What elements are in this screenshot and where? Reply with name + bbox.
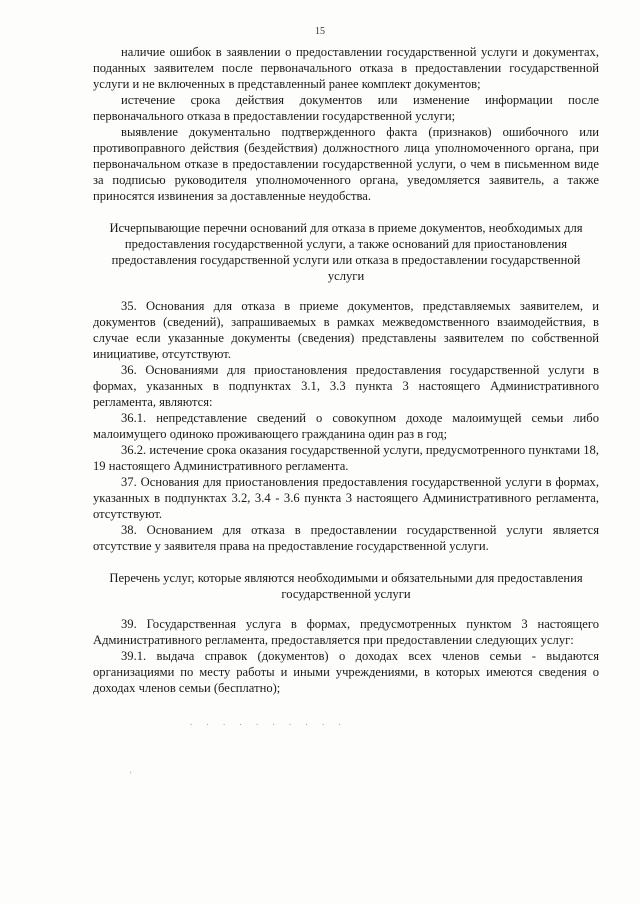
paragraph-detection: выявление документально подтвержденного факта (признаков) ошибочного или противоправного действия (бездействия) должностного лица уполномоченного органа, при первоначальном отказе в предоставлении государственной услуги, о чем в письменном виде за подписью руководителя уполномоченного органа, уведомляется заявитель, а также приносятся извинения за доставленные неудобства. <box>93 125 599 203</box>
paragraph-35: 35. Основания для отказа в приеме документов, представляемых заявителем, и документов (сведений), запрашиваемых в рамках межведомственного взаимодействия, в случае если указанные документы (сведения) представлены заявителем по собственной инициативе, отсутствуют. <box>93 299 599 361</box>
section-heading-required-services: Перечень услуг, которые являются необходимыми и обязательными для предоставления государственной услуги <box>109 571 583 601</box>
scan-dots: . . . . . . . . . . <box>190 717 347 727</box>
section-heading-refusal-grounds: Исчерпывающие перечни оснований для отказа в приеме документов, необходимых для предоставления государственной услуги, а также оснований для приостановления предоставления государственной услуги или отказа в предоставлении государственной услуги <box>109 221 583 283</box>
paragraph-38: 38. Основанием для отказа в предоставлении государственной услуги является отсутствие у заявителя права на предоставление государственной услуги. <box>93 523 599 553</box>
paragraph-39-1: 39.1. выдача справок (документов) о доходах всех членов семьи - выдаются организациями по месту работы и иными учреждениями, в которых имеются сведения о доходах членов семьи (бесплатно); <box>93 649 599 695</box>
paragraph-36-2: 36.2. истечение срока оказания государственной услуги, предусмотренного пунктами 18, 19 настоящего Административного регламента. <box>93 443 599 473</box>
paragraph-37: 37. Основания для приостановления предоставления государственной услуги в формах, указанных в подпунктах 3.2, 3.4 - 3.6 пункта 3 настоящего Административного регламента, отсутствуют. <box>93 475 599 521</box>
paragraph-36: 36. Основаниями для приостановления предоставления государственной услуги в формах, указанных в подпунктах 3.1, 3.3 пункта 3 настоящего Административного регламента, являются: <box>93 363 599 409</box>
paragraph-36-1: 36.1. непредставление сведений о совокупном доходе малоимущей семьи либо малоимущего одиноко проживающего гражданина один раз в год; <box>93 411 599 441</box>
paragraph-errors: наличие ошибок в заявлении о предоставлении государственной услуги и документах, поданных заявителем после первоначального отказа в предоставлении государственной услуги и не включенных в представленный ранее комплект документов; <box>93 45 599 91</box>
document-body <box>93 44 599 696</box>
scan-mark: ' <box>130 770 138 780</box>
page-number: 15 <box>315 26 325 37</box>
paragraph-39: 39. Государственная услуга в формах, предусмотренных пунктом 3 настоящего Административного регламента, предоставляется при предоставлении следующих услуг: <box>93 617 599 647</box>
paragraph-expiry: истечение срока действия документов или изменение информации после первоначального отказа в предоставлении государственной услуги; <box>93 93 599 123</box>
